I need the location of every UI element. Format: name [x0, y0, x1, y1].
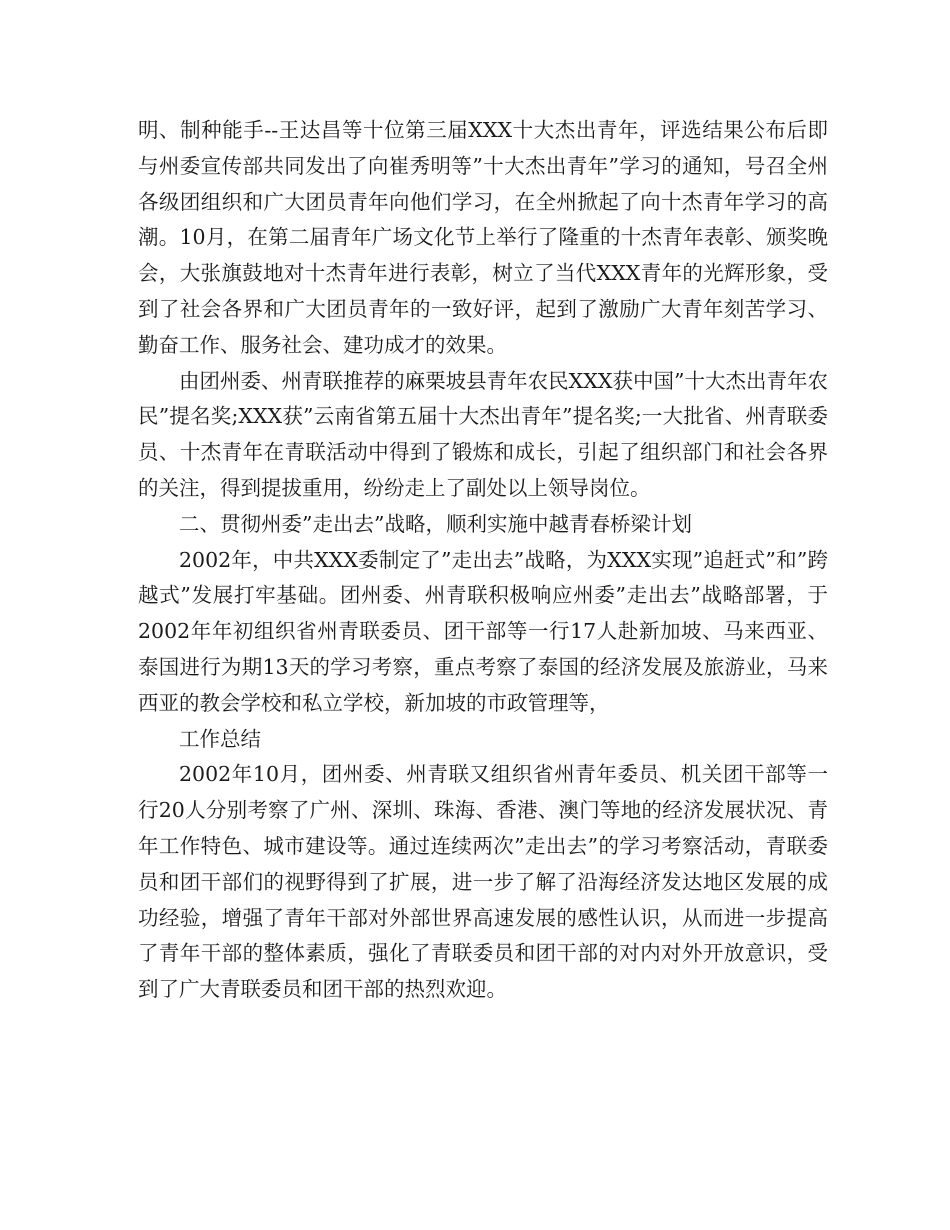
document-body [138, 113, 828, 1008]
paragraph-nomination: 由团州委、州青联推荐的麻栗坡县青年农民XXX获中国”十大杰出青年农民”提名奖;XXX获”云南省第五届十大杰出青年”提名奖;一大批省、州青联委员、十杰青年在青联活动中得到了锻炼和成长，引起了组织部门和社会各界的关注，得到提拔重用，纷纷走上了副处以上领导岗位。 [138, 368, 828, 500]
section-heading: 二、贯彻州委”走出去”战略，顺利实施中越青春桥梁计划 [179, 511, 692, 536]
work-summary-label: 工作总结 [179, 726, 261, 751]
paragraph-going-out-strategy: 2002年，中共XXX委制定了”走出去”战略，为XXX实现”追赶式”和”跨越式”发展打牢基础。团州委、州青联积极响应州委”走出去”战略部署，于2002年年初组织省州青联委员、团干部等一行17人赴新加坡、马来西亚、泰国进行为期13天的学习考察，重点考察了泰国的经济发展及旅游业，马来西亚的教会学校和私立学校，新加坡的市政管理等， [138, 547, 828, 715]
paragraph-study-tour: 2002年10月，团州委、州青联又组织省州青年委员、机关团干部等一行20人分别考察了广州、深圳、珠海、香港、澳门等地的经济发展状况、青年工作特色、城市建设等。通过连续两次”走出去”的学习考察活动，青联委员和团干部们的视野得到了扩展，进一步了解了沿海经济发达地区发展的成功经验，增强了青年干部对外部世界高速发展的感性认识，从而进一步提高了青年干部的整体素质，强化了青联委员和团干部的对内对外开放意识，受到了广大青联委员和团干部的热烈欢迎。 [138, 762, 828, 1002]
paragraph-continuation: 明、制种能手--王达昌等十位第三届XXX十大杰出青年，评选结果公布后即与州委宣传部共同发出了向崔秀明等”十大杰出青年”学习的通知，号召全州各级团组织和广大团员青年向他们学习，在全州掀起了向十杰青年学习的高潮。10月，在第二届青年广场文化节上举行了隆重的十杰青年表彰、颁奖晚会，大张旗鼓地对十杰青年进行表彰，树立了当代XXX青年的光辉形象，受到了社会各界和广大团员青年的一致好评，起到了激励广大青年刻苦学习、勤奋工作、服务社会、建功成才的效果。 [138, 118, 828, 357]
